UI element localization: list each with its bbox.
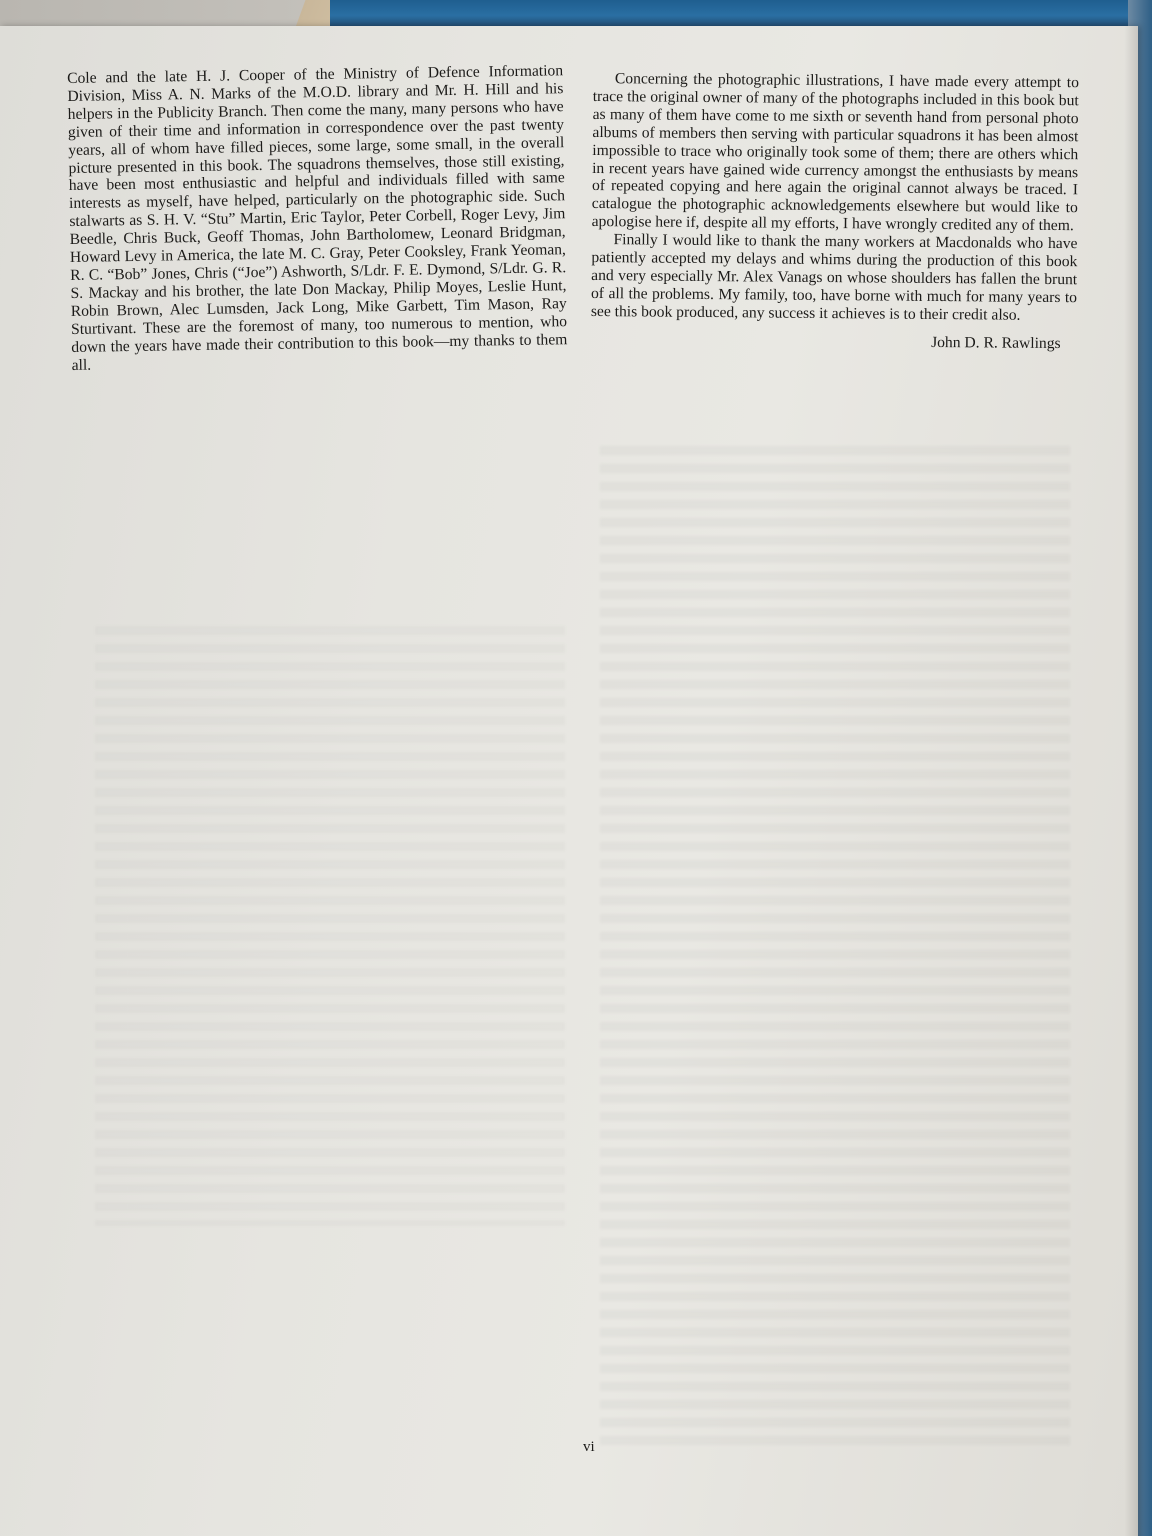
thanks-paragraph: Finally I would like to thank the many workers at Macdonalds who have patiently accepted my delays and whims during the production of this book and very especially Mr. Alex Vanags on whose shoulders has fallen the brunt of all the problems. My family, too, have borne with much for many years to see this book produced, any success it achieves is to their credit also. xyxy=(590,231,1078,324)
author-signature: John D. R. Rawlings xyxy=(931,333,1061,352)
right-text-column xyxy=(591,70,1079,353)
left-text-column xyxy=(67,62,568,374)
page-number: vi xyxy=(583,1439,595,1455)
book-cover-edge-top xyxy=(330,0,1152,26)
book-page xyxy=(0,26,1138,1536)
page-gutter-shadow xyxy=(1124,26,1138,1536)
show-through-text-left xyxy=(95,626,565,1226)
left-paragraph: Cole and the late H. J. Cooper of the Ministry of Defence Information Division, Miss A. N. Marks of the M.O.D. library and Mr. H. Hill and his helpers in the Publicity Branch. Then come the many, many persons who have given of their time and information in correspondence over the past twenty years, all of whom have filled pieces, some large, some small, in the overall picture presented in this book. The squadrons themselves, those still existing, have been most enthusiastic and helpful and individuals filled with same interests as myself, have helped, particularly on the photographic side. Such stalwarts as S. H. V. “Stu” Martin, Eric Taylor, Peter Corbell, Roger Levy, Jim Beedle, Chris Buck, Geoff Thomas, John Bartholomew, Leonard Bridgman, Howard Levy in America, the late M. C. Gray, Peter Cooksley, Frank Yeoman, R. C. “Bob” Jones, Chris (“Joe”) Ashworth, S/Ldr. F. E. Dymond, S/Ldr. G. R. S. Mackay and his brother, the late Don Mackay, Philip Moyes, Leslie Hunt, Robin Brown, Alec Lumsden, Jack Long, Mike Garbett, Tim Mason, Ray Sturtivant. These are the foremost of many, too numerous to mention, who down the years have made their contribution to this book—my thanks to them all. xyxy=(67,62,568,374)
show-through-text-right xyxy=(600,446,1070,1446)
photo-acknowledgement-paragraph: Concerning the photographic illustrations, I have made every attempt to trace the original owner of many of the photographs included in this book but as many of them have come to me sixth or seventh hand from personal photo albums of members then serving with particular squadrons it has been almost impossible to trace who originally took some of them; there are others which in recent years have gained wide currency amongst the enthusiasts by means of repeated copying and here again the original cannot always be traced. I catalogue the photographic acknowledgements elsewhere but would like to apologise here if, despite all my efforts, I have wrongly credited any of them. xyxy=(591,70,1079,235)
